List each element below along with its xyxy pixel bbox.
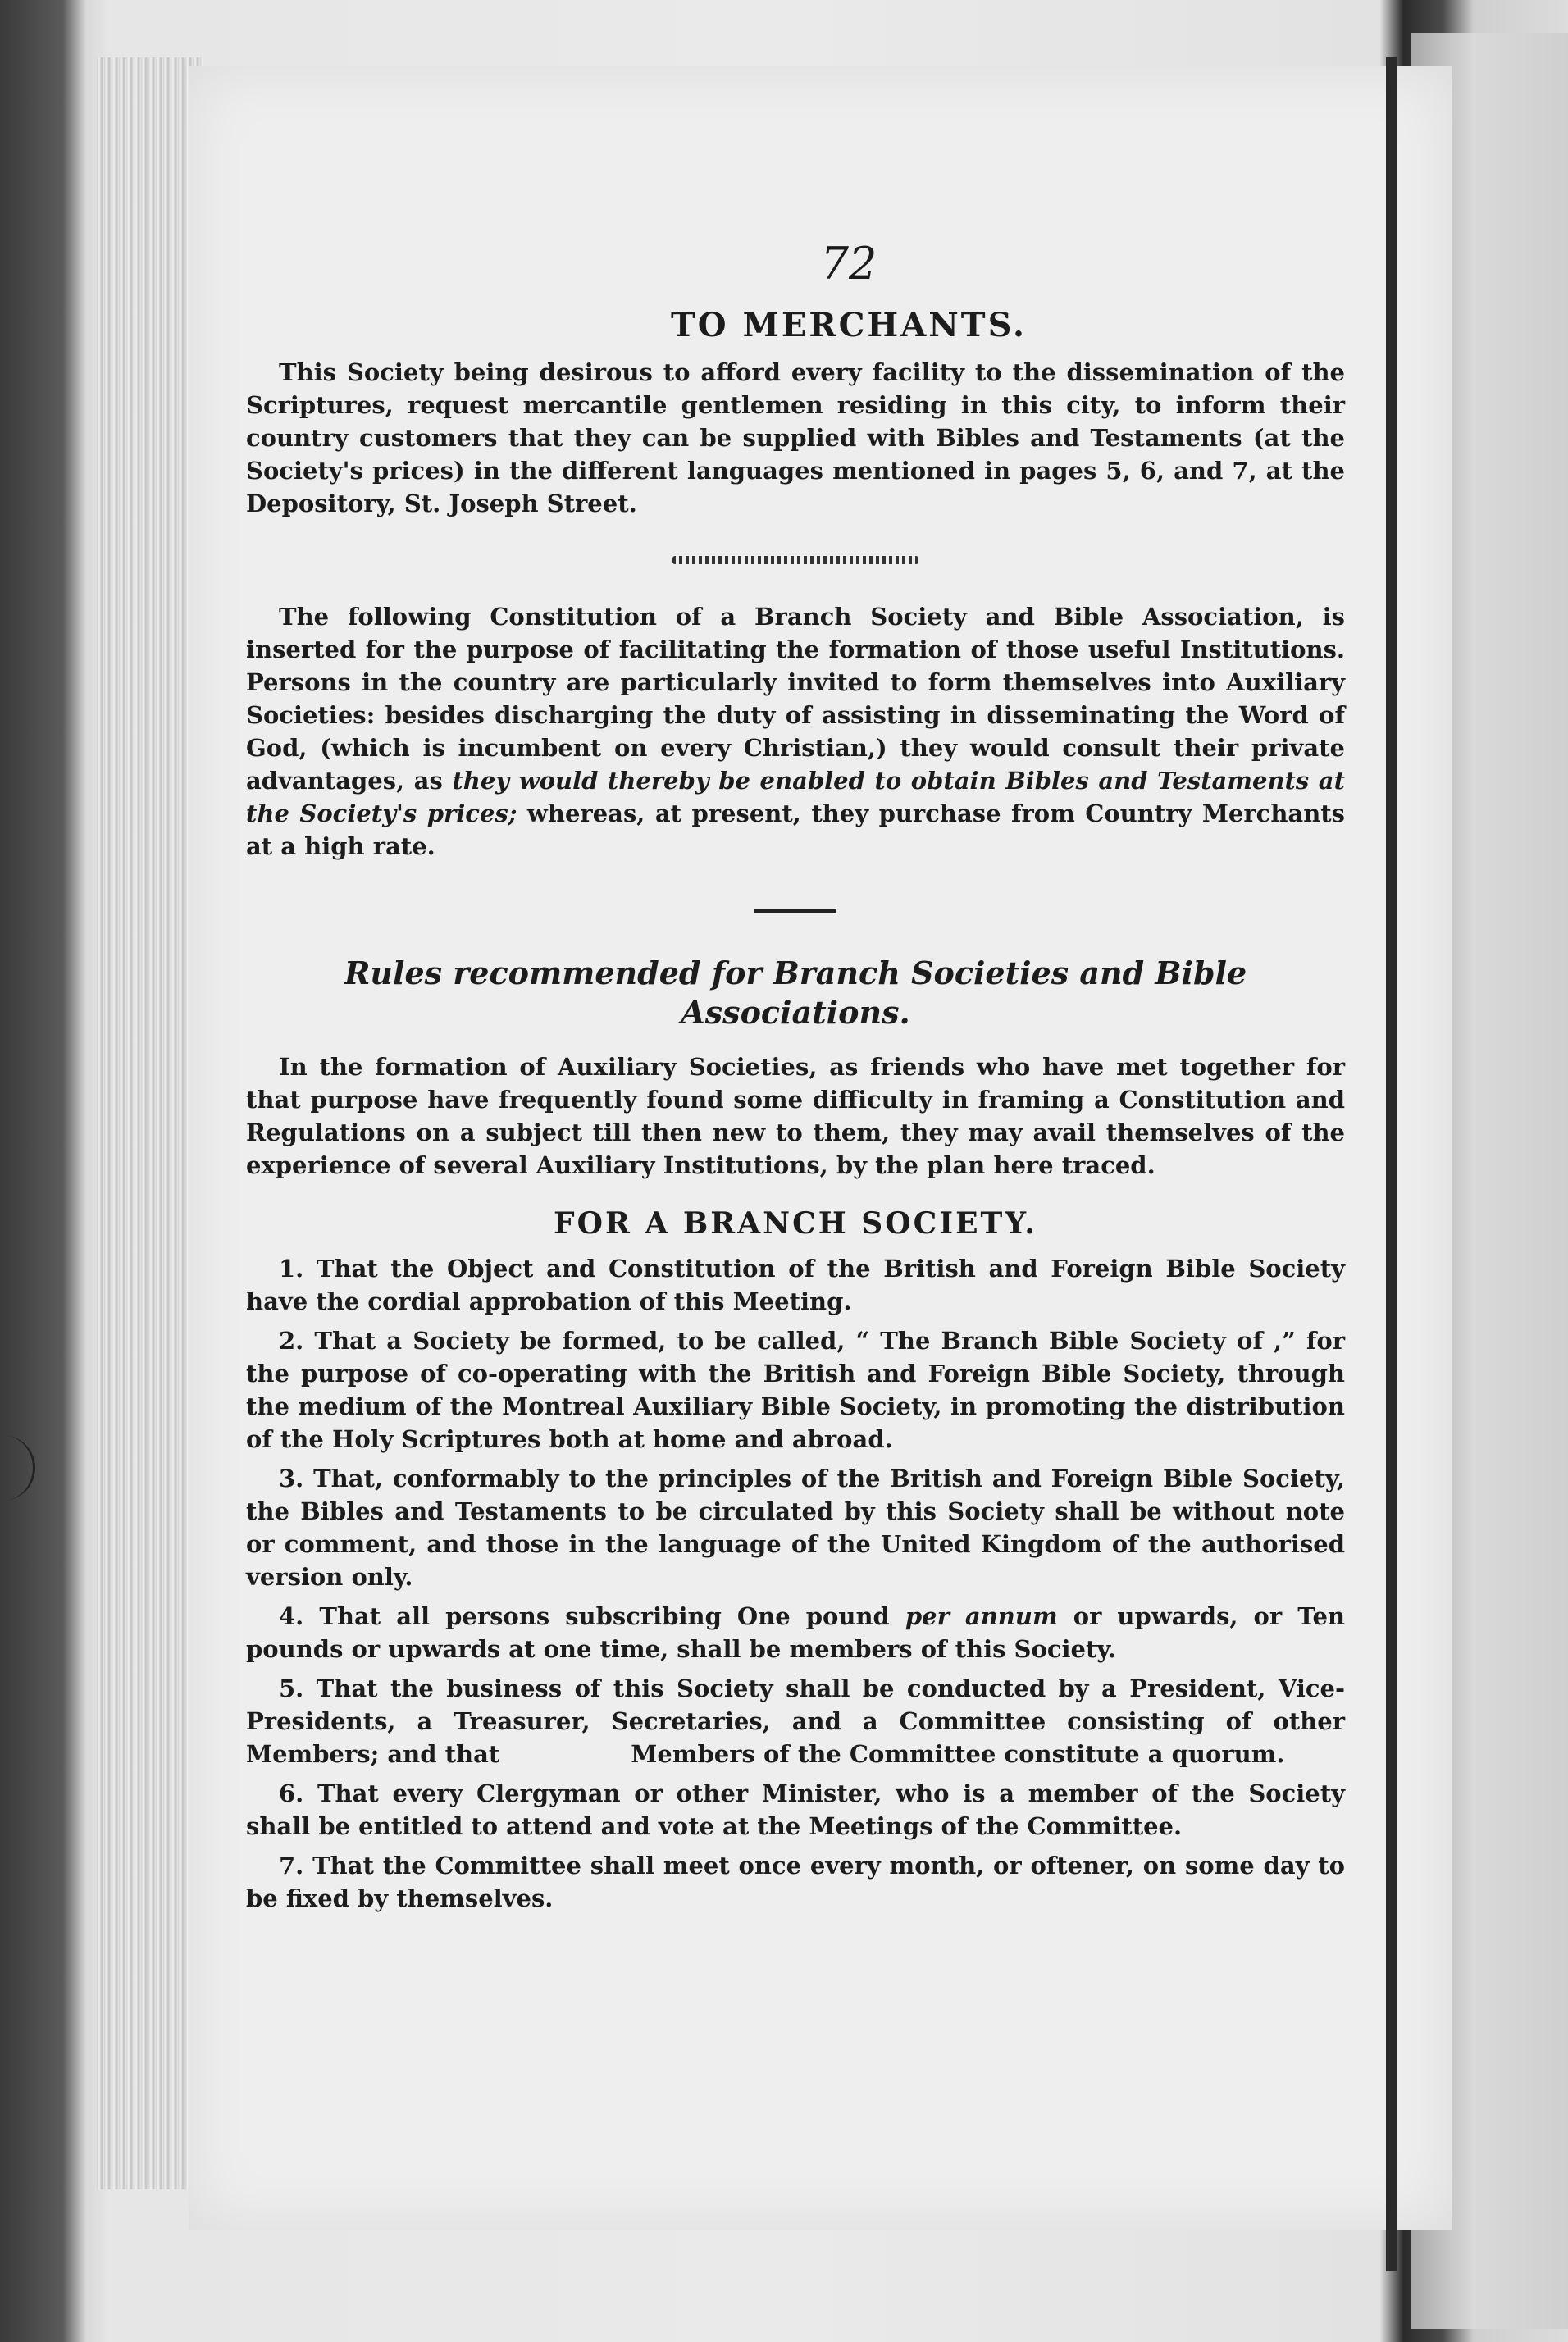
page-edges [97,57,203,2189]
rule-item-5 [246,1672,1345,1770]
page-number: 72 [820,238,877,289]
rules-heading: Rules recommended for Branch Societies and Bible Associations. [344,955,1247,1031]
rule-item-7: 7. That the Committee shall meet once every month, or oftener, on some day to be fixed by themselves. [246,1852,1345,1912]
rule-item-4-part1: 4. That all persons subscribing One pound [279,1602,905,1630]
wavy-divider [672,556,918,564]
rule-item-4 [246,1600,1345,1665]
rule-item-1: 1. That the Object and Constitution of the British and Foreign Bible Society have the cordial approbation of this Meeting. [246,1255,1345,1315]
page-gutter-shadow [1386,57,1397,2271]
rules-intro-paragraph: In the formation of Auxiliary Societies, as friends who have met together for that purpose have frequently found some difficulty in framing a Constitution and Regulations on a subject till then new to them, they may avail themselves of the experience of several Auxiliary Institutions, by the plan here traced. [246,1053,1345,1179]
branch-society-heading: FOR A BRANCH SOCIETY. [554,1206,1037,1241]
constitution-intro-part2: whereas, at present, they purchase from Country Merchants at a high rate. [246,800,1346,860]
constitution-intro-italic: they would thereby be enabled to obtain Bibles and Testaments at the Society's prices; [246,767,1345,827]
rule-item-3: 3. That, conformably to the principles of the British and Foreign Bible Society, the Bibles and Testaments to be circulated by this Society shall be without note or comment, and those in the language of the United Kingdom of the authorised version only. [246,1465,1345,1591]
rule-item-4-italic: per annum [905,1602,1058,1630]
rule-item-5-part1: 5. That the business of this Society shall be conducted by a President, Vice-Presidents, a Treasurer, Secretaries, and a Committee consisting of other Members; and that [246,1674,1345,1768]
rule-item-4-part2: or upwards, or Ten pounds or upwards at one time, shall be members of this Society. [246,1602,1345,1663]
page-content [246,238,1345,1921]
rule-item-6: 6. That every Clergyman or other Minister, who is a member of the Society shall be entitled to attend and vote at the Meetings of the Committee. [246,1779,1345,1840]
short-divider [754,909,836,913]
constitution-intro-part1: The following Constitution of a Branch Society and Bible Association, is inserted for the purpose of facilitating the formation of those useful Institutions. Persons in the country are particularly invited to form themselves into Auxiliary Societies: besides discharging the duty of assisting in disseminating the Word of God, (which is incumbent on every Christian,) they would consult their private advantages, as [246,603,1345,795]
rule-item-5-part2: Members of the Committee constitute a quorum. [631,1740,1285,1768]
rule-item-2: 2. That a Society be formed, to be called, “ The Branch Bible Society of ,” for the purpose of co-operating with the British and Foreign Bible Society, through the medium of the Montreal Auxiliary Bible Society, in promoting the distribution of the Holy Scriptures both at home and abroad. [246,1327,1345,1453]
merchants-heading: TO MERCHANTS. [671,306,1027,344]
constitution-intro-paragraph [246,600,1345,863]
merchants-paragraph: This Society being desirous to afford every facility to the dissemination of the Scriptures, request mercantile gentlemen residing in this city, to inform their country customers that they can be supplied with Bibles and Testaments (at the Society's prices) in the different languages mentioned in pages 5, 6, and 7, at the Depository, St. Joseph Street. [246,358,1345,517]
